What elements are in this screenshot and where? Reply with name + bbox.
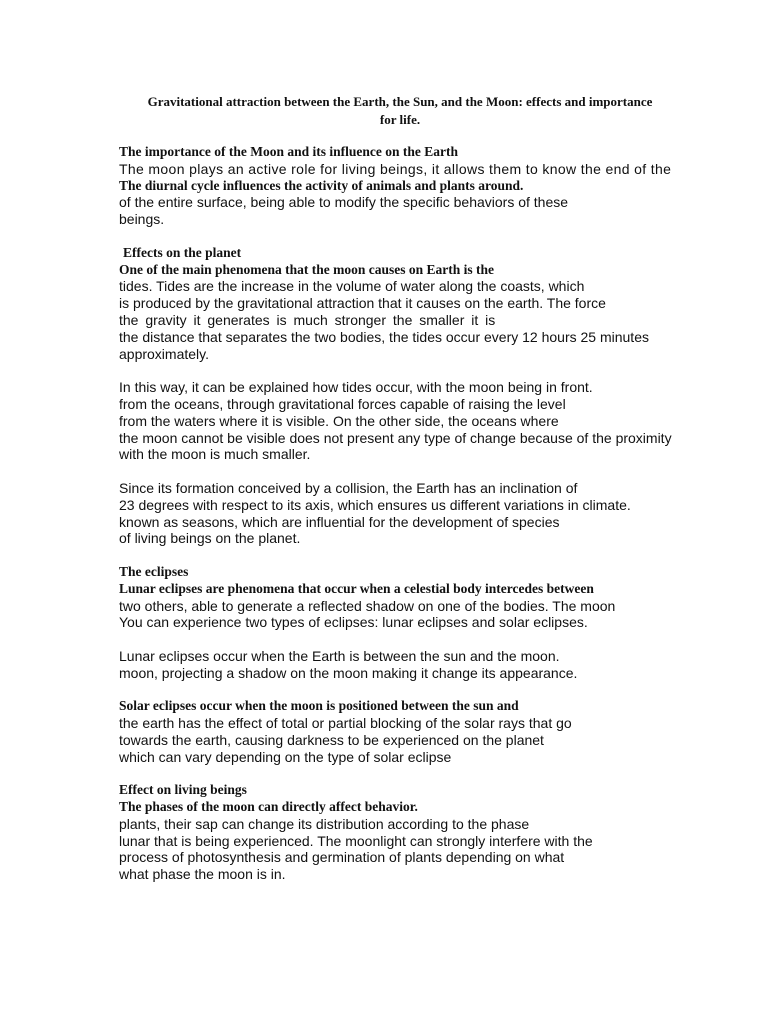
paragraph-line: beings. — [119, 211, 165, 228]
paragraph-line: The phases of the moon can directly affect behavior. — [119, 799, 418, 815]
paragraph-line: what phase the moon is in. — [119, 866, 286, 883]
paragraph-line: moon, projecting a shadow on the moon making it change its appearance. — [119, 664, 578, 681]
paragraph-line: which can vary depending on the type of solar eclipse — [119, 748, 452, 765]
paragraph-line: the earth has the effect of total or partial blocking of the solar rays that go — [119, 715, 572, 732]
paragraph-line: of living beings on the planet. — [119, 530, 301, 547]
paragraph-line: from the waters where it is visible. On the other side, the oceans where — [119, 412, 559, 429]
paragraph-line: 23 degrees with respect to its axis, which ensures us different variations in climate. — [119, 496, 631, 513]
paragraph-line: of the entire surface, being able to modify the specific behaviors of these — [119, 194, 569, 211]
paragraph-line: The diurnal cycle influences the activity of animals and plants around. — [119, 177, 524, 193]
paragraph-line: The moon plays an active role for living beings, it allows them to know the end of the — [119, 160, 672, 177]
paragraph-line: In this way, it can be explained how tides occur, with the moon being in front. — [119, 379, 593, 396]
paragraph-line: process of photosynthesis and germination of plants depending on what — [119, 849, 565, 866]
paragraph-line: approximately. — [119, 345, 210, 362]
paragraph-line: Since its formation conceived by a collision, the Earth has an inclination of — [119, 479, 578, 496]
paragraph-line: with the moon is much smaller. — [119, 446, 311, 463]
section-heading: Effects on the planet — [123, 244, 242, 260]
paragraph-line: the gravity it generates is much stronger the smaller it is — [119, 311, 496, 328]
paragraph-line: the moon cannot be visible does not present any type of change because of the proximity — [119, 429, 672, 446]
section-heading: The importance of the Moon and its influence on the Earth — [119, 144, 458, 159]
paragraph-line: One of the main phenomena that the moon causes on Earth is the — [119, 261, 495, 277]
paragraph-line: towards the earth, causing darkness to be experienced on the planet — [119, 731, 544, 748]
paragraph-line: Lunar eclipses occur when the Earth is between the sun and the moon. — [119, 647, 560, 664]
paragraph-line: tides. Tides are the increase in the volume of water along the coasts, which — [119, 278, 585, 295]
title-line-1: Gravitational attraction between the Earth, the Sun, and the Moon: effects and importance — [147, 94, 653, 109]
document-body — [119, 144, 719, 883]
paragraph-line: plants, their sap can change its distribution according to the phase — [119, 815, 530, 832]
paragraph-line: known as seasons, which are influential for the development of species — [119, 513, 560, 530]
title-line-2: for life. — [379, 112, 421, 127]
paragraph-line: two others, able to generate a reflected shadow on one of the bodies. The moon — [119, 597, 616, 614]
document-title — [0, 93, 768, 129]
paragraph-line: is produced by the gravitational attraction that it causes on the earth. The force — [119, 295, 606, 312]
paragraph-line: Lunar eclipses are phenomena that occur when a celestial body intercedes between — [119, 580, 594, 596]
paragraph-line: from the oceans, through gravitational forces capable of raising the level — [119, 395, 566, 412]
paragraph-line: lunar that is being experienced. The moonlight can strongly interfere with the — [119, 832, 593, 849]
section-heading: Effect on living beings — [119, 782, 247, 798]
paragraph-line: Solar eclipses occur when the moon is positioned between the sun and — [119, 698, 519, 714]
section-heading: The eclipses — [119, 563, 189, 579]
paragraph-line: the distance that separates the two bodies, the tides occur every 12 hours 25 minutes — [119, 328, 649, 345]
paragraph-line: You can experience two types of eclipses: lunar eclipses and solar eclipses. — [119, 614, 588, 631]
